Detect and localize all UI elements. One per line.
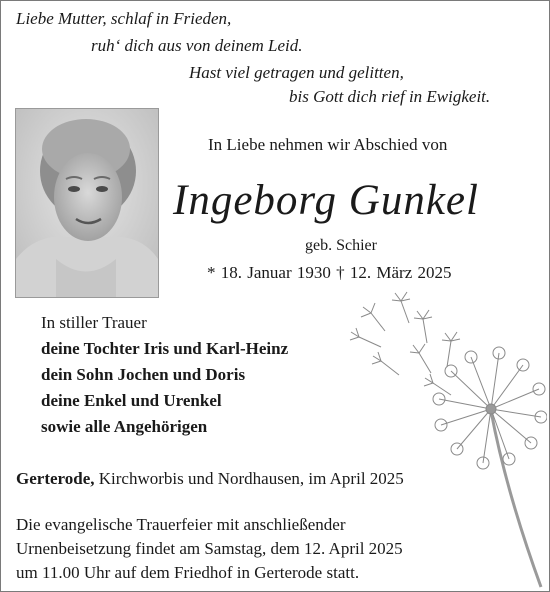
mourner-line-3: deine Enkel und Urenkel [41,391,222,410]
service-line-2: Urnenbeisetzung findet am Samstag, dem 12. April 2025 [16,539,403,558]
mourner-line-2: dein Sohn Jochen und Doris [41,365,246,384]
place-town: Gerterode, [16,469,95,488]
deceased-name: Ingeborg Gunkel [173,177,479,224]
service-line-3: um 11.00 Uhr auf dem Friedhof in Gerterode statt. [16,563,360,582]
dandelion-icon [341,291,547,589]
farewell-intro: In Liebe nehmen wir Abschied von [208,135,448,154]
poem-line-2: ruh‘ dich aus von deinem Leid. [91,36,303,55]
mourner-line-1: deine Tochter Iris und Karl-Heinz [41,339,289,358]
life-dates: * 18. Januar 1930 † 12. März 2025 [207,263,452,282]
service-line-1: Die evangelische Trauerfeier mit anschließender [16,515,346,534]
poem-line-1: Liebe Mutter, schlaf in Frieden, [16,9,232,28]
birth-name: geb. Schier [305,237,377,254]
place-rest: Kirchworbis und Nordhausen, im April 2025 [94,469,404,488]
poem-line-4: bis Gott dich rief in Ewigkeit. [289,87,491,106]
mourner-line-4: sowie alle Angehörigen [41,417,208,436]
poem-line-3: Hast viel getragen und gelitten, [189,63,404,82]
mourners-heading: In stiller Trauer [41,313,147,332]
portrait-photo [15,108,159,298]
